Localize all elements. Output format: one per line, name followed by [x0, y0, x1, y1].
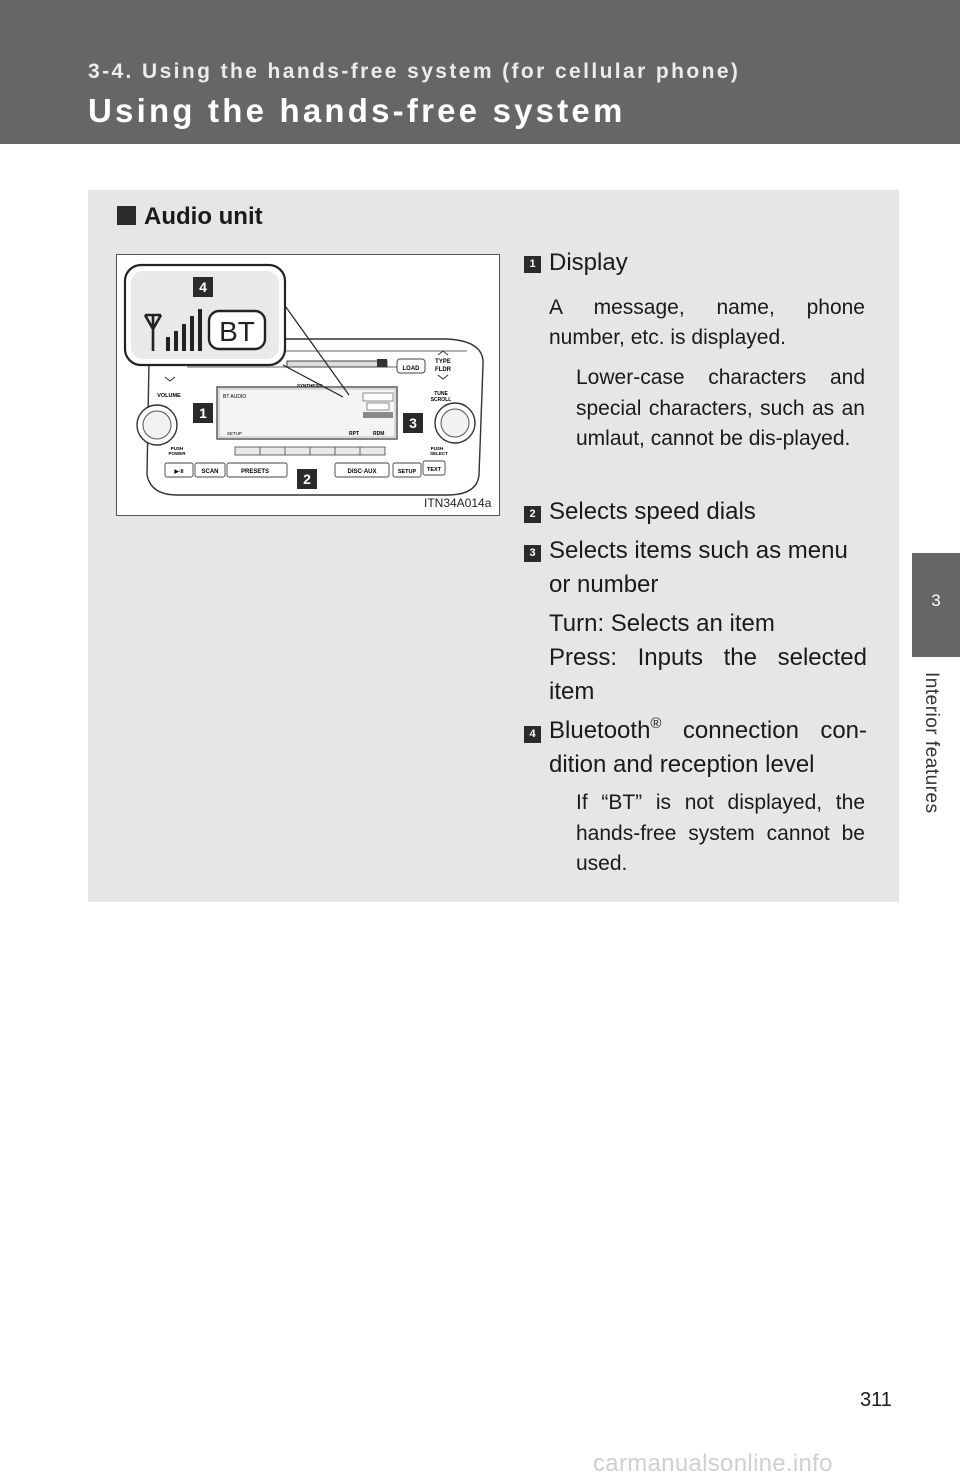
fldr-label: FLDR: [435, 367, 451, 373]
push-label-left: PUSH: [170, 446, 184, 451]
slot-indicator: [377, 359, 387, 367]
signal-bar-icon: [198, 309, 202, 351]
signal-bar-icon: [166, 337, 170, 351]
push-label-right: PUSH: [430, 446, 444, 451]
item-title-display: Display: [549, 249, 628, 276]
item-note-bluetooth: If “BT” is not displayed, the hands-free system cannot be used.: [576, 791, 865, 875]
setup-label: SETUP: [397, 469, 417, 475]
select-label: SELECT: [430, 451, 448, 456]
signal-bar-icon: [190, 316, 194, 351]
bt-audio-label: BT AUDIO: [223, 394, 247, 400]
synthesis-label: SYNTHESIS: [297, 383, 323, 388]
power-label: POWER: [168, 451, 186, 456]
callout-4-text: 4: [199, 279, 207, 295]
text-label: TEXT: [426, 467, 442, 473]
audio-unit-figure: [116, 254, 500, 516]
item-marker-3: 3: [524, 545, 541, 562]
watermark: carmanualsonline.info: [593, 1450, 833, 1477]
disc-aux-label: DISC·AUX: [347, 469, 377, 475]
registered-mark: ®: [650, 715, 662, 732]
play-label: ▶·II: [174, 469, 184, 475]
page-title: Using the hands-free system: [88, 92, 626, 129]
display-segment: [367, 403, 389, 410]
bluetooth-title-rest: connection con-dition and reception level: [549, 717, 867, 778]
type-label: TYPE: [435, 359, 451, 365]
bluetooth-word: Bluetooth: [549, 717, 651, 744]
presets-label: PRESETS: [240, 469, 270, 475]
item-marker-2: 2: [524, 506, 541, 523]
scroll-label: SCROLL: [430, 397, 452, 403]
rpt-label: RPT: [349, 431, 359, 437]
knob-inner: [441, 409, 469, 437]
item-detail-turn: Turn: Selects an item: [549, 610, 775, 637]
item-marker-1: 1: [524, 256, 541, 273]
chapter-label: [918, 672, 948, 832]
setup-label-display: SETUP: [227, 431, 243, 436]
load-label: LOAD: [402, 366, 420, 372]
disc-slot: [287, 361, 387, 367]
figure-caption: ITN34A014a: [424, 496, 492, 510]
display-segment: [363, 393, 393, 401]
chapter-number: 3: [931, 591, 941, 610]
rdm-label: RDM: [373, 431, 385, 437]
callout-1-text: 1: [199, 405, 207, 421]
item-title-speed-dials: Selects speed dials: [549, 498, 756, 525]
bt-badge-text: BT: [219, 316, 255, 347]
item-note-display: Lower-case characters and special characters, such as an umlaut, cannot be dis-played.: [576, 366, 865, 450]
sub-heading: [117, 203, 263, 231]
chapter-tab[interactable]: [912, 553, 960, 657]
chapter-label-text: Interior features: [921, 672, 942, 814]
square-bullet-icon: [117, 206, 136, 225]
signal-bar-icon: [182, 324, 186, 351]
callout-2-text: 2: [303, 471, 311, 487]
item-detail-press: Press: Inputs the selected item: [549, 644, 867, 705]
section-label: 3-4. Using the hands-free system (for cellular phone): [88, 60, 741, 83]
audio-unit-illustration: [117, 255, 500, 516]
scan-label: SCAN: [201, 469, 219, 475]
volume-label: VOLUME: [157, 393, 181, 399]
knob-inner: [143, 411, 171, 439]
page-number: 311: [860, 1389, 892, 1411]
sub-heading-text: Audio unit: [144, 203, 263, 230]
callout-3-text: 3: [409, 415, 417, 431]
item-title-select-items: Selects items such as menu or number: [549, 537, 848, 598]
item-marker-4: 4: [524, 726, 541, 743]
display-segment: [363, 412, 393, 418]
signal-bar-icon: [174, 331, 178, 351]
tune-label: TUNE: [434, 391, 448, 397]
item-title-bluetooth: [549, 714, 867, 782]
item-description-display: A message, name, phone number, etc. is displayed.: [549, 296, 865, 349]
